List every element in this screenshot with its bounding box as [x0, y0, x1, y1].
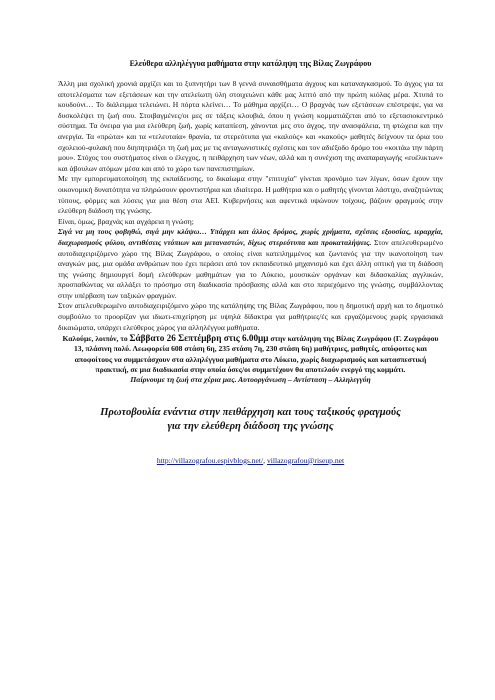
- document-title: Ελεύθερα αλληλέγγυα μαθήματα στην κατάληψη της Βίλας Ζωγράφου: [129, 59, 372, 68]
- paragraph-intro: Άλλη μια σχολική χρονιά αρχίζει και το ξυπνητήρι των 8 γεννά συναισθήματα άγχους και καταναγκασμού. Το άγχος για τα αποτελέσματα των εξετάσεων και την ατελείωτη ύλη στοιχειώνει κάθε μας λεπτό από την πρώτη κιόλας μέρα. Χτυπά το κουδούνι… Το διάλειμμα τελειώνει. Η πόρτα κλείνει… Το μάθημα αρχίζει… Ο βραχνάς των εξετάσεων επέστρεψε, για να δυσκολέψει τη ζωή σου. Στοιβαγμένες/οι μες σε τάξεις κλουβιά, όπου η γνώση κομματιάζεται από το εξετασιοκεντρικό σύστημα. Τα όνειρα για μια ελεύθερη ζωή, χωρίς καταπίεση, χάνονται μες στο άγχος, την ανασφάλεια, τη φτώχεια και την ανεργία. Τα «πρώτα» και τα «τελευταία» θρανία, τα στερεότυπα για «καλούς» και «κακούς» μαθητές δείχνουν τα όρια του σχολειού-φυλακή που διηπητριάζει τη ζωή μας με τις ανταγωνιστικές σχέσεις και τον αδιέξοδο δρόμο του «κοιτάω την πάρτη μου». Στόχος του συστήματος είναι ο έλεγχος, η πειθάρχηση των νέων, αλλά και η συνέχιση της αναπαραγωγής «ευέλικτων» και άβουλων ατόμων μέσα και από το χώρο των πανεπιστημίων.: [58, 79, 443, 173]
- paragraph-alternative: [58, 227, 443, 301]
- invitation-date: Σάββατο 26 Σεπτέμβρη στις 6.00μμ: [129, 333, 269, 344]
- initiative-line-2: για την ελεύθερη διάδοση της γνώσης: [167, 420, 334, 432]
- slogan: Παίρνουμε τη ζωή στα χέρια μας. Αυτοοργάνωση – Αντίσταση – Αλληλεγγύη: [130, 375, 371, 385]
- initiative-line-1: Πρωτοβουλία ενάντια στην πειθάρχηση και τους ταξικούς φραγμούς: [100, 406, 401, 418]
- invitation-details: στην κατάληψη της Βίλας Ζωγράφου (Γ. Ζωγράφου 13, πλάσινη πολύ. Λεωφορεία 608 στάση 6η, 235 στάση 7η, 230 στάση 6η) μαθήτριες, μαθητές, απόφοιτες και αποφοίτους να συμμετάσχουν στα αλληλέγγυα μαθήματα στο Λύκειο, χωρίς διαχωρισμούς και κατασπεστική πρακτική, σε μια διαδικασία στην οποία όσες/οι συμμετέχουν θα αποτελούν ενεργό της κομμάτι.: [74, 334, 439, 374]
- email-link[interactable]: villazografou@riseup.net: [266, 455, 345, 465]
- alternative-text: Στον απελευθερωμένο αυτοδιαχειριζόμενο χώρο της Βίλας Ζωγράφου, ο οποίος είναι κατειλημμένος και ζωντανός για την ικανοποίηση των αναγκών μας, μια ομάδα ανθρώπων που έχει περάσει από τον εκπαιδευτικό μηχανισμό και έχει άλλη οπτική για τη διάδοση της γνώσης δημιουργεί δομή ελεύθερων μαθημάτων για το Λύκειο, μουσικών οργάνων και διδασκαλίας αγγλικών, προσπαθώντας να αλλάξει το πρόσημο στη διαδικασία πρόσβασης αλλά και στο περιεχόμενο της γνώσης, συμβάλλοντας στην υπέρβαση των ταξικών φραγμών.: [58, 237, 443, 300]
- paragraph-villa: Στον απελευθερωμένο αυτοδιαχειριζόμενο χώρο της κατάληψης της Βίλας Ζωγράφου, που η δημοτική αρχή και το δημοτικό συμβούλιο το προορίζαν για ιδιωτι-επιχείρηση με υψηλά δίδακτρα για μαθήτριες/ές και εργαζόμενους χωρίς εργασιακά δικαιώματα, υπάρχει ελεύθερος χώρος για αλληλέγγυα μαθήματα.: [58, 301, 443, 332]
- alternative-emphasis: Σιγά να μη τους φοβηθώ, σιγά μην κλάψω… Υπάρχει και άλλος δρόμος, χωρίς χρήματα, σχέσεις εξουσίας, ιεραρχία, διαχωρισμούς φύλου, αντιθέσεις ντόπιων και μεταναστών, δίχως στερεότυπα και προκαταλήψεις.: [58, 227, 443, 247]
- contact-links: [58, 456, 443, 467]
- blog-link[interactable]: http://villazografou.espivblogs.net/: [156, 455, 264, 465]
- paragraph-question: Είναι, όμως, βραχνάς και αγχάρεια η γνώση;: [58, 216, 194, 226]
- link-separator: ,: [263, 455, 267, 465]
- initiative-signature: [58, 406, 443, 434]
- invitation-intro: Καλούμε, λοιπόν, το: [62, 334, 130, 344]
- paragraph-commodification: Με την εμπορευματοποίηση της εκπαίδευσης, το δικαίωμα στην "επιτυχία" γίνεται προνόμιο των λίγων, όσων έχουν την οικονομική δυνατότητα να πληρώσουν φροντιστήρια και ιδιαίτερα. Η μαθήτρια και ο μαθητής γίνονται λάστιχο, αναζητώντας τύπους, φόρμες και λύσεις για μια θέση στα ΑΕΙ. Κυβερνήσεις και αφεντικά υψώνουν τοίχους, βάζουν φραγμούς στην ελεύθερη διάδοση της γνώσης.: [58, 174, 443, 216]
- document-page: [58, 58, 443, 466]
- invitation-announcement: [58, 333, 443, 375]
